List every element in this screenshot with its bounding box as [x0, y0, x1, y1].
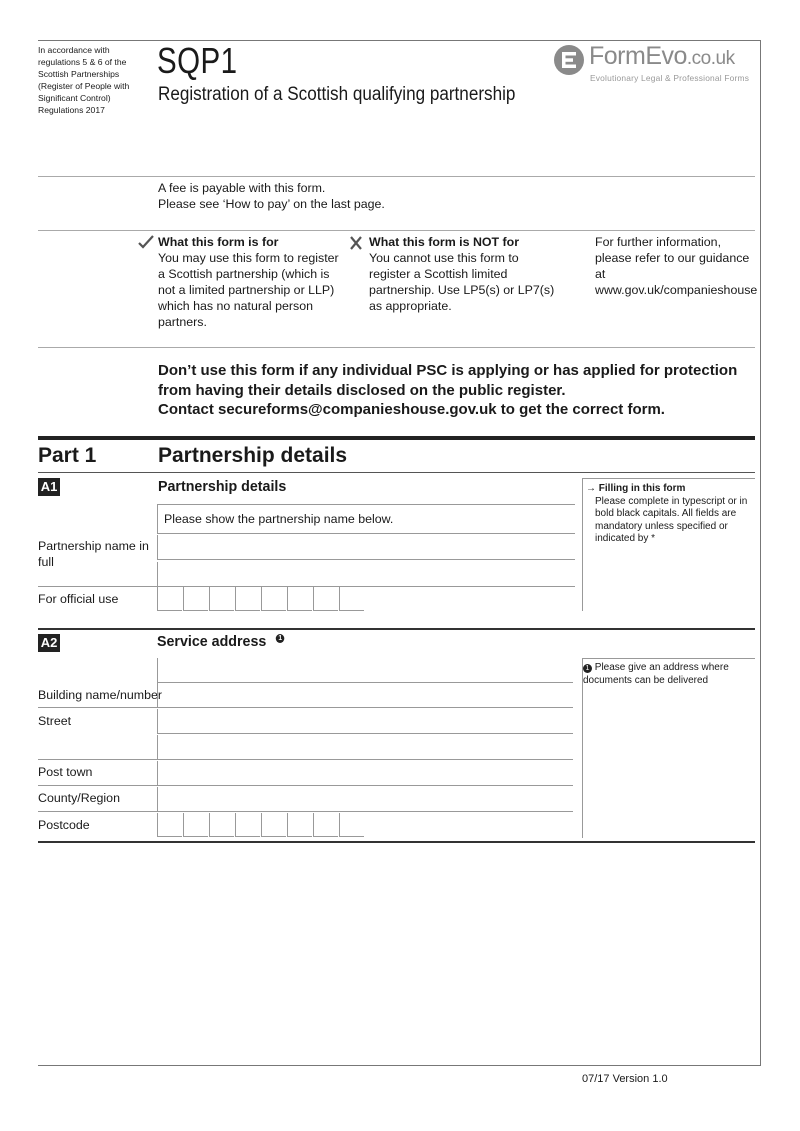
street-field-2[interactable]	[157, 735, 573, 760]
divider	[38, 811, 157, 812]
form-code: SQP1	[157, 40, 238, 81]
postcode-cell[interactable]	[235, 813, 260, 837]
logo-tagline: Evolutionary Legal & Professional Forms	[590, 73, 750, 83]
page-frame-top	[38, 40, 761, 41]
official-use-cell[interactable]	[313, 587, 338, 611]
filling-in-title: → Filling in this form	[586, 483, 686, 494]
official-use-cell[interactable]	[209, 587, 234, 611]
section-title-a1: Partnership details	[158, 478, 287, 495]
warning-line-2: from having their details disclosed on the public register.	[158, 381, 566, 399]
post-town-label: Post town	[38, 765, 93, 779]
official-use-cell[interactable]	[261, 587, 286, 611]
partnership-name-field-1[interactable]	[157, 535, 575, 560]
official-use-cells	[157, 587, 365, 611]
postcode-label: Postcode	[38, 818, 90, 832]
county-field[interactable]	[157, 787, 573, 812]
sidebar-rule-top	[582, 658, 755, 659]
county-label: County/Region	[38, 791, 120, 805]
further-info: For further information, please refer to our guidance at www.gov.uk/companieshouse	[595, 235, 758, 297]
street-field-1[interactable]	[157, 709, 573, 734]
address-line-field[interactable]	[157, 658, 573, 683]
a1-hint-box	[157, 504, 575, 534]
divider	[38, 347, 755, 348]
form-is-for-text: You may use this form to register a Scottish partnership (which is not a limited partnership or LLP) which has no natural person partners.	[158, 251, 339, 329]
divider	[38, 759, 157, 760]
postcode-cell[interactable]	[261, 813, 286, 837]
divider	[38, 785, 157, 786]
divider	[38, 472, 755, 473]
postcode-cell[interactable]	[209, 813, 234, 837]
postcode-cells	[157, 813, 365, 837]
form-title: Registration of a Scottish qualifying partnership	[158, 84, 516, 105]
form-is-for	[158, 234, 343, 330]
a1-hint-text: Please show the partnership name below.	[164, 512, 394, 526]
form-is-for-title: What this form is for	[158, 235, 279, 249]
section-badge-a2: A2	[38, 634, 60, 652]
info-icon: 1	[276, 634, 285, 643]
page-frame-right	[760, 40, 761, 1066]
postcode-cell[interactable]	[157, 813, 182, 837]
official-use-cell[interactable]	[339, 587, 364, 611]
section-title-a2	[157, 633, 285, 650]
post-town-field[interactable]	[157, 761, 573, 786]
filling-in-text: Please complete in typescript or in bold black capitals. All fields are mandatory unless specified or indicated by *	[595, 495, 748, 544]
official-use-cell[interactable]	[183, 587, 208, 611]
check-icon	[137, 234, 155, 250]
official-use-cell[interactable]	[157, 587, 182, 611]
info-icon: 1	[583, 664, 592, 673]
divider	[38, 586, 157, 587]
postcode-cell[interactable]	[287, 813, 312, 837]
regulations-note: In accordance with regulations 5 & 6 of the Scottish Partnerships (Register of People with Significant Control) Regulations 2017	[38, 45, 130, 115]
postcode-cell[interactable]	[339, 813, 364, 837]
divider	[38, 707, 157, 708]
divider	[38, 176, 755, 177]
form-not-for-title: What this form is NOT for	[369, 235, 520, 249]
arrow-right-icon: →	[586, 483, 599, 494]
service-address-title: Service address	[157, 633, 267, 650]
form-not-for-text: You cannot use this form to register a Scottish limited partnership. Use LP5(s) or LP7(s) as appropriate.	[369, 251, 555, 313]
warning-line-1: Don’t use this form if any individual PSC is applying or has applied for protection	[158, 362, 738, 379]
fee-line-1: A fee is payable with this form.	[158, 181, 326, 195]
filling-in-note	[586, 483, 756, 546]
section-divider	[38, 628, 755, 630]
page-frame-bottom	[38, 1065, 761, 1066]
fee-line-2: Please see ‘How to pay’ on the last page.	[158, 197, 385, 211]
part-label: Part 1	[38, 444, 97, 467]
building-field[interactable]	[157, 683, 573, 708]
version-footer: 07/17 Version 1.0	[582, 1073, 668, 1085]
form-not-for	[369, 234, 559, 314]
partnership-name-field-2[interactable]	[157, 562, 575, 587]
part-divider	[38, 436, 755, 440]
logo-wordmark: FormEvo.co.uk	[589, 42, 735, 70]
part-title: Partnership details	[158, 444, 348, 467]
sidebar-rule-top	[582, 478, 755, 479]
formevo-logo	[553, 44, 756, 86]
cross-icon	[348, 235, 364, 251]
street-label: Street	[38, 714, 72, 728]
sidebar-rule	[582, 478, 583, 611]
psc-warning	[158, 361, 758, 420]
partnership-name-label: Partnership name in full	[38, 539, 149, 569]
service-address-note-text: Please give an address where documents can be delivered	[583, 662, 729, 686]
official-use-label: For official use	[38, 592, 119, 606]
fee-notice	[158, 180, 385, 212]
official-use-cell[interactable]	[235, 587, 260, 611]
postcode-cell[interactable]	[313, 813, 338, 837]
warning-line-3: Contact secureforms@companieshouse.gov.uk to get the correct form.	[158, 401, 665, 418]
logo-e-icon	[553, 44, 585, 76]
section-end-divider	[38, 841, 755, 843]
official-use-cell[interactable]	[287, 587, 312, 611]
service-address-note	[583, 662, 755, 687]
building-label: Building name/number	[38, 688, 162, 702]
divider	[38, 230, 755, 231]
section-badge-a1: A1	[38, 478, 60, 496]
postcode-cell[interactable]	[183, 813, 208, 837]
